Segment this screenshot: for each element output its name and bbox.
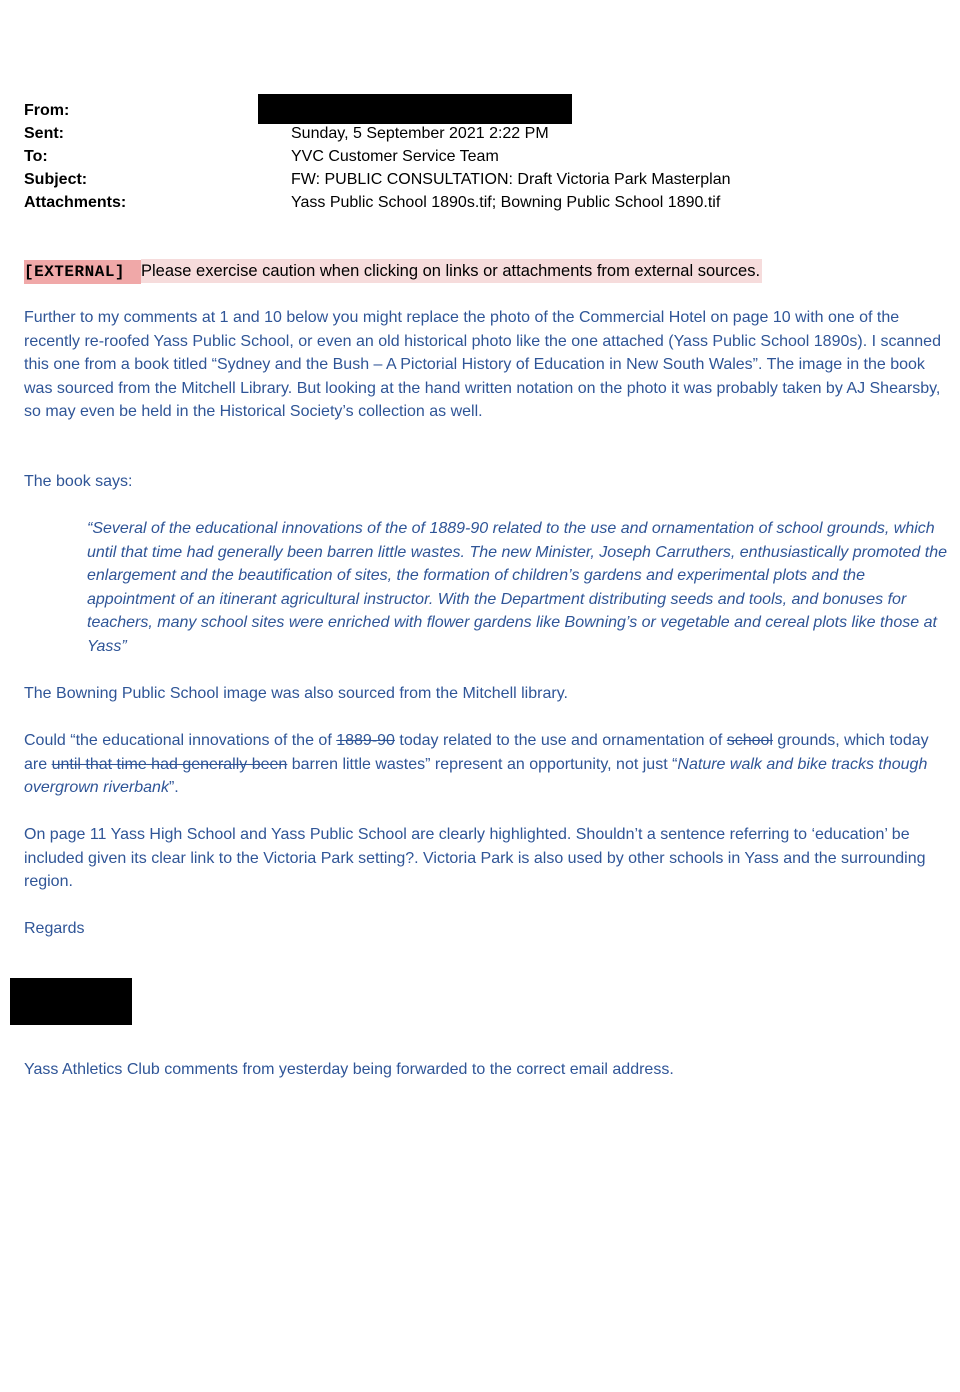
sent-label: Sent: — [24, 125, 64, 142]
sent-value: Sunday, 5 September 2021 2:22 PM — [291, 125, 549, 142]
body-paragraph-5: On page 11 Yass High School and Yass Public School are clearly highlighted. Shouldn’t a sentence referring to ‘education’ be included given its clear link to the Victoria Park setting?. Victoria Park is also used by other schools in Yass and the surrounding region. — [24, 826, 926, 890]
body-paragraph-4 — [24, 729, 944, 800]
para4-strike-1: 1889-90 — [336, 732, 395, 749]
from-label: From: — [24, 102, 70, 119]
para4-text-1: Could “the educational innovations of the of — [24, 732, 337, 749]
redacted-sender-block — [258, 94, 572, 124]
subject-label: Subject: — [24, 171, 88, 188]
para4-text-2: today related to the use and ornamentation of — [394, 732, 727, 749]
sent-row — [24, 122, 924, 145]
book-quote: “Several of the educational innovations of the of 1889-90 related to the use and ornamentation of school grounds, which until that time had generally been barren little wastes. The new Minister, Joseph Carruthers, enthusiastically promoted the enlargement and the beautification of sites, the formation of children’s gardens and experimental plots and the appointment of an itinerant agricultural instructor. With the Department distributing seeds and tools, and bonuses for teachers, many school sites were enriched with flower gardens like Bowning’s or vegetable and cereal plots like those at Yass” — [87, 520, 947, 655]
para4-text-4: barren little wastes” represent an opportunity, not just “ — [287, 755, 678, 773]
to-label: To: — [24, 148, 48, 165]
footer-note: Yass Athletics Club comments from yesterday being forwarded to the correct email address. — [24, 1061, 674, 1078]
subject-value: FW: PUBLIC CONSULTATION: Draft Victoria Park Masterplan — [291, 171, 731, 188]
regards-text: Regards — [24, 920, 85, 937]
to-value: YVC Customer Service Team — [291, 148, 499, 165]
para4-text-3: grounds, which today are — [24, 732, 929, 773]
para4-text-5: ”. — [168, 779, 179, 796]
para4-strike-3: until that time had generally been — [51, 755, 288, 773]
attachments-label: Attachments: — [24, 194, 127, 211]
para4-strike-2: school — [726, 732, 773, 749]
external-tag: [EXTERNAL] — [24, 260, 141, 284]
external-warning-banner — [24, 259, 908, 283]
external-warning-message: Please exercise caution when clicking on links or attachments from external sources. — [141, 259, 762, 283]
attachments-value[interactable]: Yass Public School 1890s.tif; Bowning Public School 1890.tif — [291, 194, 721, 211]
redacted-signature-block — [10, 978, 132, 1025]
para4-italic-1: Nature walk and bike tracks though overgrown riverbank — [24, 755, 928, 796]
subject-row — [24, 168, 924, 191]
to-row — [24, 145, 924, 168]
attachments-row — [24, 191, 924, 214]
body-paragraph-1: Further to my comments at 1 and 10 below you might replace the photo of the Commercial Hotel on page 10 with one of the recently re-roofed Yass Public School, or even an old historical photo like the one attached (Yass Public School 1890s). I scanned this one from a book titled “Sydney and the Bush – A Pictorial History of Education in New South Wales”. The image in the book was sourced from the Mitchell Library. But looking at the hand written notation on the photo it was probably taken by AJ Shearsby, so may even be held in the Historical Society’s collection as well. — [24, 309, 941, 420]
body-paragraph-2: The book says: — [24, 473, 133, 490]
body-paragraph-3: The Bowning Public School image was also sourced from the Mitchell library. — [24, 685, 568, 702]
